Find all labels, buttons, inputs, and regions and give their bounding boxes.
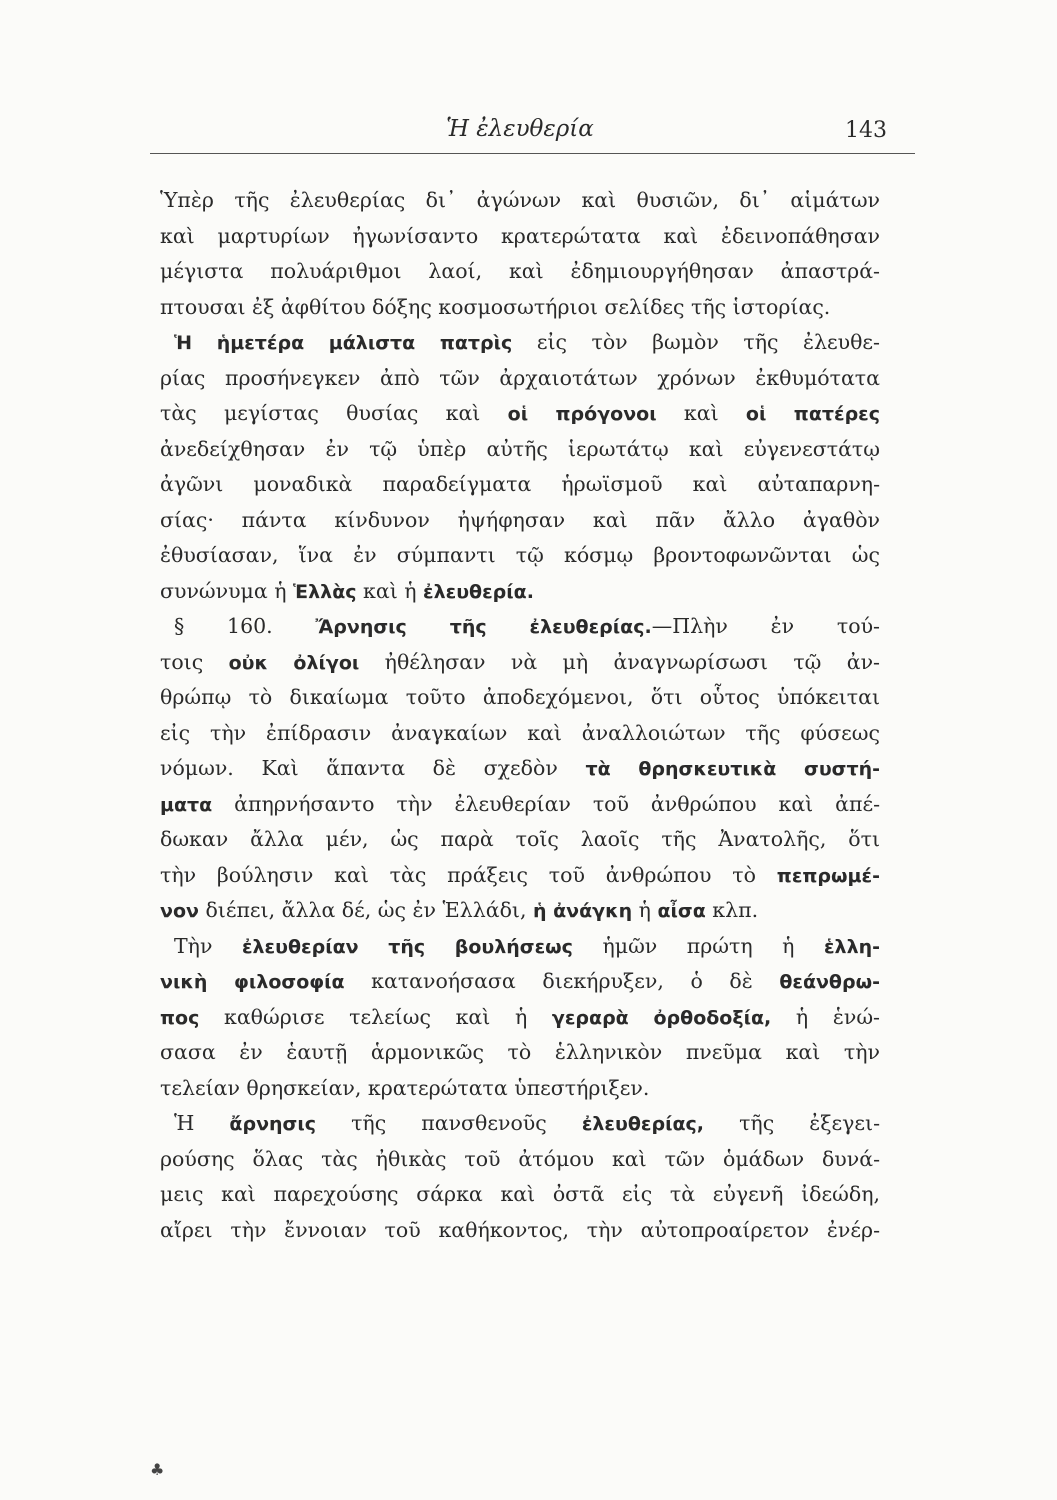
text-line [160, 467, 880, 503]
text-line [160, 183, 880, 219]
text-line [160, 1071, 880, 1107]
bold-phrase: ἡ ἀνάγκη [532, 900, 633, 922]
text-segment: θρώπῳ τὸ δικαίωμα τοῦτο ἀποδεχόμενοι, ὅτι οὗτος ὑπόκειται [160, 685, 880, 709]
text-segment: ἀγῶνι μοναδικὰ παραδείγματα ἡρωϊσμοῦ καὶ αὐταπαρνη- [160, 472, 880, 496]
text-segment: κατανοήσασα διεκήρυξεν, ὁ δὲ [344, 969, 780, 993]
text-segment: Τὴν [174, 933, 242, 958]
text-segment: συνώνυμα ἡ [160, 578, 294, 603]
text-segment: τὴν βούλησιν καὶ τὰς πράξεις τοῦ ἀνθρώπου τὸ [160, 862, 777, 887]
printer-mark: ♣ [150, 1460, 165, 1479]
bold-phrase: οὐκ ὀλίγοι [228, 651, 360, 674]
text-segment: ρούσης ὅλας τὰς ἠθικὰς τοῦ ἀτόμου καὶ τῶν ὁμάδων δυνά- [160, 1146, 880, 1171]
text-line [160, 538, 880, 574]
text-line [160, 680, 880, 716]
bold-phrase: γεραρὰ ὀρθοδοξία, [551, 1006, 772, 1029]
text-segment: ἠθέλησαν νὰ μὴ ἀναγνωρίσωσι τῷ ἀν- [359, 649, 880, 674]
text-segment: τῆς πανσθενοῦς [316, 1111, 582, 1135]
text-segment: § 160. [174, 614, 316, 638]
text-line [160, 1000, 880, 1036]
bold-phrase: ἄρνησις [229, 1113, 317, 1135]
text-segment: εἰς τὴν ἐπίδρασιν ἀναγκαίων καὶ ἀναλλοιώτων τῆς φύσεως [160, 720, 880, 745]
text-line [160, 822, 880, 858]
page-number: 143 [845, 118, 887, 143]
text-line [160, 929, 880, 965]
text-segment: τοις [160, 649, 229, 674]
bold-phrase: ματα [160, 793, 213, 816]
text-segment: διέπει, ἄλλα δέ, ὡς ἐν Ἑλλάδι, [198, 898, 533, 922]
text-line [160, 254, 880, 290]
text-line [160, 1177, 880, 1213]
bold-phrase: τὰ θρησκευτικὰ συστή- [585, 758, 880, 780]
body-text [160, 183, 880, 1248]
text-line [160, 751, 880, 787]
text-line [160, 645, 880, 681]
text-segment: ἀπηρνήσαντο τὴν ἐλευθερίαν τοῦ ἀνθρώπου καὶ ἀπέ- [212, 791, 880, 816]
bold-phrase: πεπρωμέ- [776, 864, 880, 887]
bold-phrase: Ἄρνησις τῆς ἐλευθερίας. [315, 616, 652, 638]
bold-phrase: ἐλευθερίαν τῆς βουλήσεως [241, 935, 573, 958]
text-segment: τελείαν θρησκείαν, κρατερώτατα ὑπεστήριξεν. [160, 1075, 650, 1100]
text-line [160, 574, 880, 610]
bold-phrase: οἱ πρόγονοι [507, 403, 657, 425]
text-segment: μεις καὶ παρεχούσης σάρκα καὶ ὀστᾶ εἰς τὰ εὐγενῆ ἰδεώδη, [160, 1182, 880, 1206]
text-segment: μέγιστα πολυάριθμοι λαοί, καὶ ἐδημιουργήθησαν ἀπαστρά- [160, 259, 880, 283]
running-title: Ἡ ἐλευθερία [446, 116, 594, 142]
text-segment: πτουσαι ἐξ ἀφθίτου δόξης κοσμοσωτήριοι σελίδες τῆς ἱστορίας. [160, 294, 831, 319]
text-segment: ρίας προσήνεγκεν ἀπὸ τῶν ἀρχαιοτάτων χρόνων ἐκθυμότατα [160, 365, 880, 390]
text-line [160, 503, 880, 539]
bold-phrase: αἶσα [657, 900, 706, 922]
text-line [160, 609, 880, 645]
text-segment: τῆς ἐξεγει- [704, 1111, 881, 1135]
text-segment: ἀνεδείχθησαν ἐν τῷ ὑπὲρ αὐτῆς ἱερωτάτῳ καὶ εὐγενεστάτῳ [160, 436, 880, 461]
text-line [160, 858, 880, 894]
bold-phrase: θεάνθρω- [779, 971, 880, 993]
text-line [160, 432, 880, 468]
text-segment: ἡ ἑνώ- [771, 1004, 880, 1029]
text-segment: Ἡ [174, 1111, 230, 1135]
text-segment: καὶ [656, 401, 746, 425]
text-segment: νόμων. Καὶ ἅπαντα δὲ σχεδὸν [160, 756, 586, 780]
text-line [160, 219, 880, 255]
text-segment: σασα ἐν ἑαυτῇ ἁρμονικῶς τὸ ἑλληνικὸν πνεῦμα καὶ τὴν [160, 1040, 880, 1064]
text-segment: δωκαν ἄλλα μέν, ὡς παρὰ τοῖς λαοῖς τῆς Ἀνατολῆς, ὅτι [160, 827, 880, 851]
text-segment: ἡμῶν πρώτη ἡ [572, 933, 824, 958]
text-segment: σίας· πάντα κίνδυνον ἠψήφησαν καὶ πᾶν ἄλλο ἀγαθὸν [160, 507, 880, 532]
bold-phrase: πος [160, 1006, 200, 1029]
text-line [160, 964, 880, 1000]
text-segment: καὶ ἡ [356, 578, 424, 603]
text-line [160, 290, 880, 326]
bold-phrase: οἱ πατέρες [745, 403, 881, 425]
text-segment: εἰς τὸν βωμὸν τῆς ἐλευθε- [512, 330, 880, 354]
text-segment: ἐθυσίασαν, ἵνα ἐν σύμπαντι τῷ κόσμῳ βροντοφωνῶνται ὡς [160, 543, 880, 567]
bold-phrase: ἑλλη- [823, 935, 881, 958]
text-line [160, 787, 880, 823]
text-line [160, 325, 880, 361]
text-segment: αἴρει τὴν ἔννοιαν τοῦ καθήκοντος, τὴν αὐτοπροαίρετον ἐνέρ- [160, 1217, 880, 1242]
text-line [160, 893, 880, 929]
bold-phrase: Ἑλλὰς [293, 580, 357, 603]
text-segment: καὶ μαρτυρίων ἠγωνίσαντο κρατερώτατα καὶ ἐδεινοπάθησαν [160, 223, 880, 248]
text-segment: καθώρισε τελείως καὶ ἡ [199, 1004, 552, 1029]
text-segment: κλπ. [705, 898, 759, 922]
bold-phrase: νον [160, 900, 199, 922]
bold-phrase: Ἡ ἡμετέρα μάλιστα πατρὶς [174, 332, 513, 354]
text-segment: τὰς μεγίστας θυσίας καὶ [160, 401, 508, 425]
text-line [160, 361, 880, 397]
text-line [160, 1213, 880, 1249]
text-line [160, 1142, 880, 1178]
text-segment: —Πλὴν ἐν τού- [651, 614, 880, 638]
bold-phrase: νικὴ φιλοσοφία [160, 971, 345, 993]
text-line [160, 1035, 880, 1071]
text-line [160, 396, 880, 432]
bold-phrase: ἐλευθερία. [423, 580, 534, 603]
text-line [160, 716, 880, 752]
text-line [160, 1106, 880, 1142]
text-segment: ἡ [632, 898, 658, 922]
bold-phrase: ἐλευθερίας, [581, 1113, 705, 1135]
header-rule [150, 153, 915, 154]
text-segment: Ὑπὲρ τῆς ἐλευθερίας δι᾽ ἀγώνων καὶ θυσιῶν, δι᾽ αἱμάτων [160, 188, 880, 212]
